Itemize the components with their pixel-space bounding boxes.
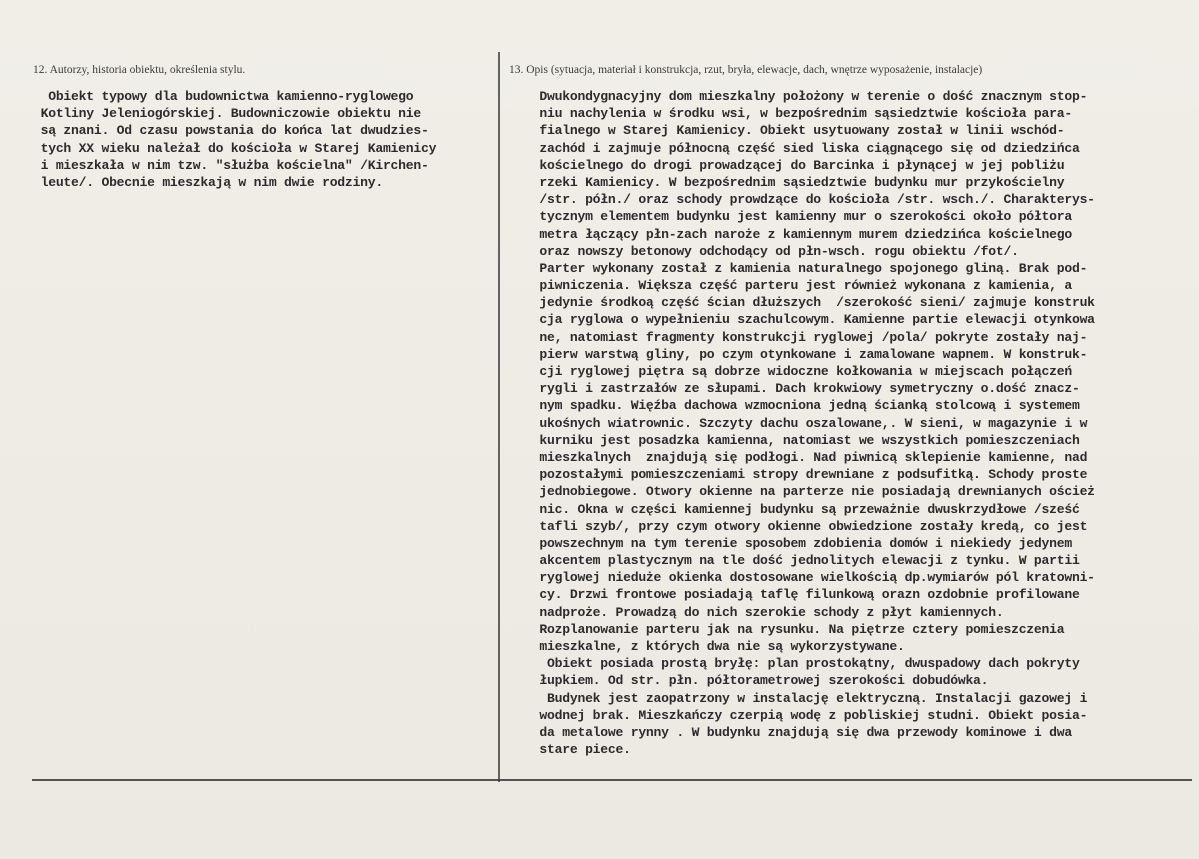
text-line: niu nachylenia w środku wsi, w bezpośrednim sąsiedztwie kościoła para- xyxy=(509,106,1072,122)
text-line: cji ryglowej piętra są dobrze widoczne kołkowania w miejscach połączeń xyxy=(509,364,1072,379)
text-line: pierw warstwą gliny, po czym otynkowane i zamalowane wapnem. W konstruk- xyxy=(509,346,1088,362)
text-line: powszechnym na tym terenie sposobem zdobienia domów i niekiedy jedynem xyxy=(509,535,1072,551)
section-13-text xyxy=(509,88,1189,758)
text-line: cja ryglowa o wypełnieniu szachulcowym. Kamienne partie elewacji otynkowa xyxy=(509,312,1095,328)
column-divider xyxy=(498,52,500,782)
text-line: jedynie środkoą część ścian dłuższych /szerokość sieni/ zajmuje konstruk xyxy=(509,295,1095,311)
text-line: metra łączący płn-zach naroże z kamiennym murem dziedzińca kościelnego xyxy=(509,226,1072,242)
text-line: zachód i zajmuje północną część sied liska ciągnącego się od dziedzińca xyxy=(509,140,1080,156)
text-line: mieszkalnych znajdują się podłogi. Nad piwnicą sklepienie kamienne, nad xyxy=(509,449,1088,465)
text-line: tafli szyb/, przy czym otwory okienne obwiedzione zostały kredą, co jest xyxy=(509,518,1088,534)
text-line: Budynek jest zaopatrzony w instalację elektryczną. Instalacji gazowej i xyxy=(509,690,1088,706)
text-line: mieszkalne, z których dwa nie są wykorzystywane. xyxy=(509,639,905,654)
text-line: wodnej brak. Mieszkańczy czerpią wodę z pobliskiej studni. Obiekt posia- xyxy=(509,707,1088,723)
text-line: nym spadku. Więźba dachowa wzmocniona jedną ścianką stolcową i systemem xyxy=(509,398,1080,414)
section-13 xyxy=(509,64,1189,758)
text-line: jednobiegowe. Otwory okienne na parterze nie posiadają drewnianych oścież xyxy=(509,484,1095,500)
text-line: kurniku jest posadzka kamienna, natomiast we wszystkich pomieszczeniach xyxy=(509,432,1080,448)
text-line: nadproże. Prowadzą do nich szerokie schody z płyt kamiennych. xyxy=(509,604,1004,620)
text-line: ne, natomiast fragmenty konstrukcji ryglowej /pola/ pokryte zostały naj- xyxy=(509,329,1088,345)
section-13-heading: 13. Opis (sytuacja, materiał i konstrukcja, rzut, bryła, elewacje, dach, wnętrze wyposażenie, instalacje) xyxy=(509,64,983,76)
text-line: stare piece. xyxy=(509,742,631,758)
text-line: fialnego w Starej Kamienicy. Obiekt usytuowany został w linii wschód- xyxy=(509,123,1065,139)
text-line: rzeki Kamienicy. W bezpośrednim sąsiedztwie budynku mur przykościelny xyxy=(509,174,1065,190)
bottom-rule xyxy=(32,779,1192,781)
text-line: kościelnego do drogi prowadzącej do Barcinka i płynącej w jej pobliżu xyxy=(509,157,1065,173)
text-line: leute/. Obecnie mieszkają w nim dwie rodziny. xyxy=(33,174,383,190)
text-line: pozostałymi pomieszczeniami stropy drewniane z podsufitką. Schody proste xyxy=(509,467,1088,483)
text-line: łupkiem. Od str. płn. półtorametrowej szerokości dobudówka. xyxy=(509,673,989,689)
text-line: Parter wykonany został z kamienia naturalnego spojonego gliną. Brak pod- xyxy=(509,260,1088,276)
text-line: /str. półn./ oraz schody prowdzące do kościoła /str. wsch./. Charakterys- xyxy=(509,192,1095,208)
text-line: są znani. Od czasu powstania do końca lat dwudzies- xyxy=(33,123,429,139)
text-line: Obiekt typowy dla budownictwa kamienno-ryglowego xyxy=(33,89,414,104)
text-line: tych XX wieku należał do kościoła w Starej Kamienicy xyxy=(33,140,437,156)
text-line: Rozplanowanie parteru jak na rysunku. Na piętrze cztery pomieszczenia xyxy=(509,621,1065,637)
text-line: i mieszkała w nim tzw. "służba kościelna" /Kirchen- xyxy=(33,157,429,173)
section-12-text xyxy=(33,88,493,191)
text-line: ukośnych wiatrownic. Szczyty dachu oszalowane,. W sieni, w magazynie i w xyxy=(509,415,1088,431)
text-line: akcentem plastycznym na tle dość jednolitych elewacji z tynku. W partii xyxy=(509,553,1080,569)
section-12 xyxy=(33,64,493,191)
text-line: cy. Drzwi frontowe posiadają taflę filunkową orazn ozdobnie profilowane xyxy=(509,587,1080,603)
section-12-heading: 12. Autorzy, historia obiektu, określenia stylu. xyxy=(33,64,246,76)
text-line: rygli i zastrzałów ze słupami. Dach krokwiowy symetryczny o.dość znacz- xyxy=(509,381,1080,397)
text-line: piwniczenia. Większa część parteru jest również wykonana z kamienia, a xyxy=(509,278,1072,294)
text-line: Kotliny Jeleniogórskiej. Budowniczowie obiektu nie xyxy=(33,106,421,122)
text-line: oraz nowszy betonowy odchodący od płn-wsch. rogu obiektu /fot/. xyxy=(509,243,1019,259)
text-line: Dwukondygnacyjny dom mieszkalny położony w terenie o dość znacznym stop- xyxy=(509,89,1088,104)
text-line: da metalowe rynny . W budynku znajdują się dwa przewody kominowe i dwa xyxy=(509,724,1072,740)
text-line: tycznym elementem budynku jest kamienny mur o szerokości około półtora xyxy=(509,209,1072,225)
text-line: nic. Okna w części kamiennej budynku są przeważnie dwuskrzydłowe /sześć xyxy=(509,501,1080,517)
text-line: Obiekt posiada prostą bryłę: plan prostokątny, dwuspadowy dach pokryty xyxy=(509,656,1080,672)
text-line: ryglowej nieduże okienka dostosowane wielkością dp.wymiarów pól kratowni- xyxy=(509,570,1095,586)
